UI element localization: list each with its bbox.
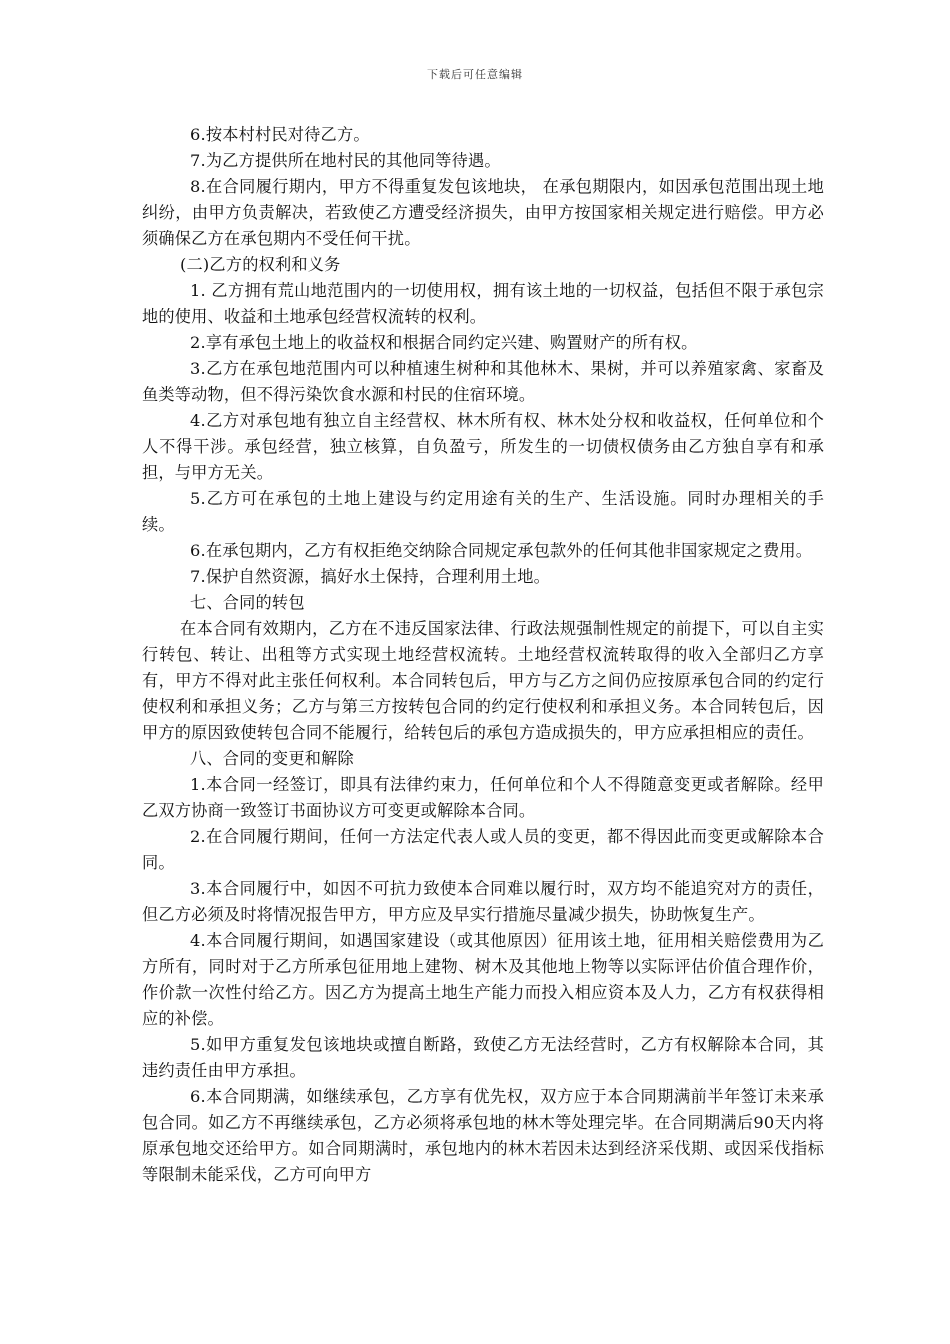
page-header: 下载后可任意编辑 xyxy=(427,68,523,81)
paragraph: 6.在承包期内，乙方有权拒绝交纳除合同规定承包款外的任何其他非国家规定之费用。 xyxy=(190,541,813,560)
paragraph: 4.本合同履行期间，如遇国家建设（或其他原因）征用该土地，征用相关赔偿费用为乙方所有，同时对于乙方所承包征用地上建物、树木及其他地上物等以实际评估价值合理作价，作价款一次性付给乙方。因乙方为提高土地生产能力而投入相应资本及人力，乙方有权获得相应的补偿。 xyxy=(142,931,824,1028)
paragraph: 在本合同有效期内，乙方在不违反国家法律、行政法规强制性规定的前提下，可以自主实行转包、转让、出租等方式实现土地经营权流转。土地经营权流转取得的收入全部归乙方享有，甲方不得对此主张任何权利。本合同转包后，甲方与乙方之间仍应按原承包合同的约定行使权利和承担义务；乙方与第三方按转包合同的约定行使权利和承担义务。本合同转包后，因甲方的原因致使转包合同不能履行，给转包后的承包方造成损失的，甲方应承担相应的责任。 xyxy=(142,619,824,742)
section-heading: (二)乙方的权利和义务 xyxy=(180,255,341,274)
paragraph: 5.如甲方重复发包该地块或擅自断路，致使乙方无法经营时，乙方有权解除本合同，其违约责任由甲方承担。 xyxy=(142,1035,824,1080)
paragraph: 3.本合同履行中，如因不可抗力致使本合同难以履行时，双方均不能追究对方的责任，但乙方必须及时将情况报告甲方，甲方应及早实行措施尽量减少损失，协助恢复生产。 xyxy=(142,879,824,924)
paragraph: 2.在合同履行期间，任何一方法定代表人或人员的变更，都不得因此而变更或解除本合同。 xyxy=(142,827,824,872)
paragraph: 8.在合同履行期内，甲方不得重复发包该地块， 在承包期限内，如因承包范围出现土地纠纷，由甲方负责解决，若致使乙方遭受经济损失，由甲方按国家相关规定进行赔偿。甲方必须确保乙方在承包期内不受任何干扰。 xyxy=(142,177,824,248)
paragraph: 1.本合同一经签订，即具有法律约束力，任何单位和个人不得随意变更或者解除。经甲乙双方协商一致签订书面协议方可变更或解除本合同。 xyxy=(142,775,824,820)
section-heading: 八、合同的变更和解除 xyxy=(190,749,354,768)
paragraph: 6.本合同期满，如继续承包，乙方享有优先权，双方应于本合同期满前半年签订未来承包合同。如乙方不再继续承包，乙方必须将承包地的林木等处理完毕。在合同期满后90天内将原承包地交还给甲方。如合同期满时，承包地内的林木若因未达到经济采伐期、或因采伐指标等限制未能采伐，乙方可向甲方 xyxy=(142,1087,824,1184)
section-heading: 七、合同的转包 xyxy=(190,593,305,612)
paragraph: 2.享有承包土地上的收益权和根据合同约定兴建、购置财产的所有权。 xyxy=(190,333,698,352)
paragraph: 6.按本村村民对待乙方。 xyxy=(190,125,370,144)
paragraph: 7.为乙方提供所在地村民的其他同等待遇。 xyxy=(190,151,501,170)
paragraph: 5.乙方可在承包的土地上建设与约定用途有关的生产、生活设施。同时办理相关的手续。 xyxy=(142,489,824,534)
paragraph: 3.乙方在承包地范围内可以种植速生树种和其他林木、果树，并可以养殖家禽、家畜及鱼类等动物，但不得污染饮食水源和村民的住宿环境。 xyxy=(142,359,824,404)
paragraph: 4.乙方对承包地有独立自主经营权、林木所有权、林木处分权和收益权，任何单位和个人不得干涉。承包经营，独立核算，自负盈亏，所发生的一切债权债务由乙方独自享有和承担，与甲方无关。 xyxy=(142,411,824,482)
paragraph: 7.保护自然资源，搞好水土保持，合理利用土地。 xyxy=(190,567,550,586)
document-body xyxy=(142,122,824,1188)
paragraph: 1. 乙方拥有荒山地范围内的一切使用权，拥有该土地的一切权益，包括但不限于承包宗地的使用、收益和土地承包经营权流转的权利。 xyxy=(142,281,824,326)
